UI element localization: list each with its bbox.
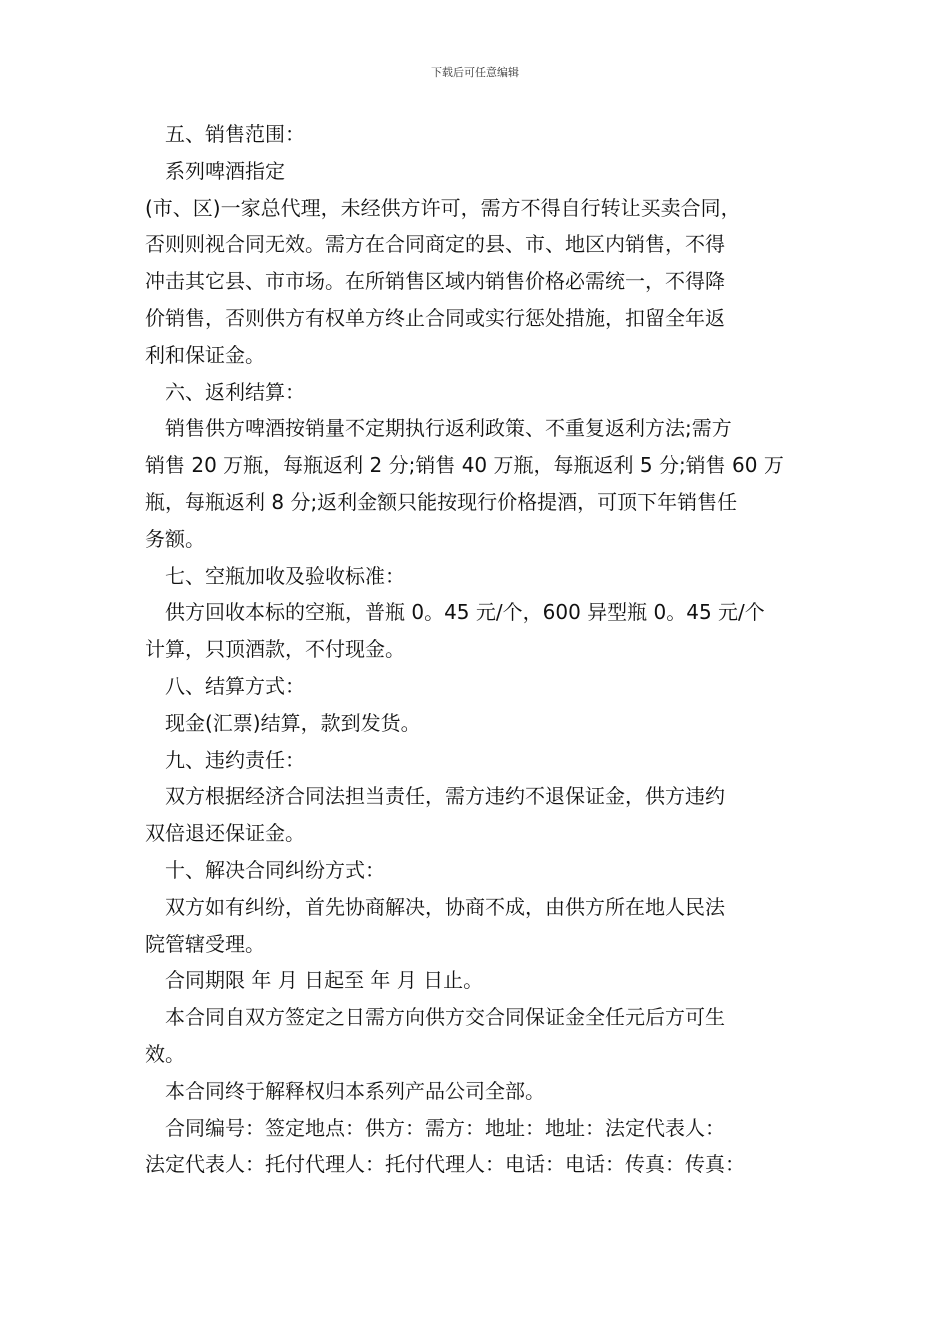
paragraph-line: 供方回收本标的空瓶，普瓶 0。45 元/个，600 异型瓶 0。45 元/个 <box>165 600 765 625</box>
paragraph-line: 合同期限 年 月 日起至 年 月 日止。 <box>165 968 484 993</box>
paragraph-line: 瓶，每瓶返利 8 分;返利金额只能按现行价格提酒，可顶下年销售任 <box>145 489 738 514</box>
paragraph-line: 冲击其它县、市市场。在所销售区域内销售价格必需统一，不得降 <box>145 269 725 294</box>
paragraph-line: 效。 <box>145 1041 185 1066</box>
section-heading-empty-bottles: 七、空瓶加收及验收标准： <box>165 563 405 588</box>
paragraph-line: 本合同自双方签定之日需方向供方交合同保证金全任元后方可生 <box>165 1005 725 1030</box>
header-note: 下载后可任意编辑 <box>431 66 519 79</box>
paragraph-line: 双倍退还保证金。 <box>145 821 305 846</box>
signature-fields-line: 合同编号：签定地点：供方：需方：地址：地址：法定代表人： <box>165 1115 725 1140</box>
paragraph-line: (市、区)一家总代理，未经供方许可，需方不得自行转让买卖合同， <box>145 195 741 220</box>
contract-body <box>145 116 810 1183</box>
paragraph-line: 院管辖受理。 <box>145 931 265 956</box>
paragraph-line: 系列啤酒指定 <box>165 158 285 183</box>
paragraph-line: 利和保证金。 <box>145 342 265 367</box>
paragraph-line: 销售 20 万瓶，每瓶返利 2 分;销售 40 万瓶，每瓶返利 5 分;销售 60 万 <box>145 453 784 478</box>
paragraph-line: 否则则视合同无效。需方在合同商定的县、市、地区内销售，不得 <box>145 232 725 257</box>
paragraph-line: 价销售，否则供方有权单方终止合同或实行惩处措施，扣留全年返 <box>145 305 725 330</box>
paragraph-line: 本合同终于解释权归本系列产品公司全部。 <box>165 1078 545 1103</box>
paragraph-line: 销售供方啤酒按销量不定期执行返利政策、不重复返利方法;需方 <box>165 416 732 441</box>
section-heading-sales-scope: 五、销售范围： <box>165 122 305 146</box>
section-heading-settlement: 八、结算方式： <box>165 673 305 698</box>
paragraph-line: 双方如有纠纷，首先协商解决，协商不成，由供方所在地人民法 <box>165 894 725 919</box>
section-heading-breach: 九、违约责任： <box>165 747 305 772</box>
paragraph-line: 计算，只顶酒款，不付现金。 <box>145 637 405 662</box>
paragraph-line: 务额。 <box>145 526 205 551</box>
signature-fields-line: 法定代表人：托付代理人：托付代理人：电话：电话：传真：传真： <box>145 1152 745 1177</box>
paragraph-line: 双方根据经济合同法担当责任，需方违约不退保证金，供方违约 <box>165 784 725 809</box>
paragraph-line: 现金(汇票)结算，款到发货。 <box>165 710 421 735</box>
section-heading-disputes: 十、解决合同纠纷方式： <box>165 857 385 882</box>
section-heading-rebate: 六、返利结算： <box>165 379 305 404</box>
